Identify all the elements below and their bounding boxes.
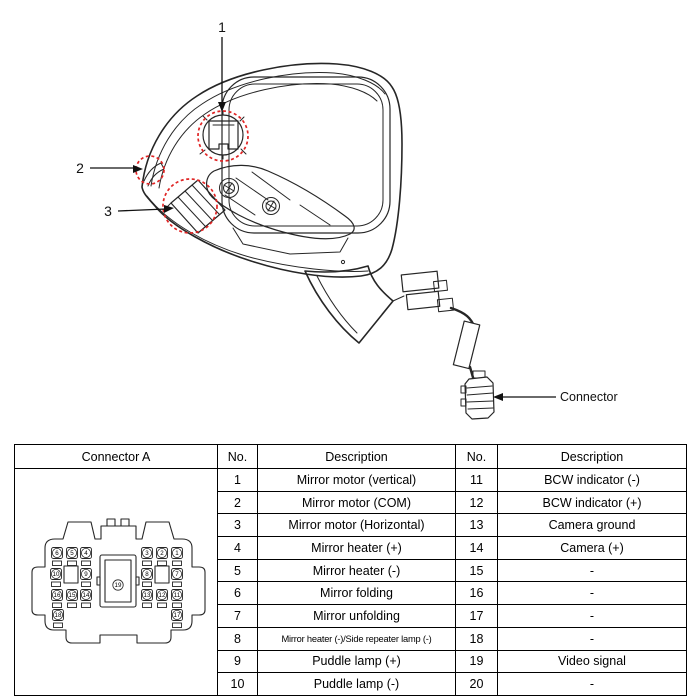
- pin-no: 13: [456, 514, 498, 537]
- svg-text:3: 3: [145, 550, 149, 558]
- col-header-desc-2: Description: [498, 445, 687, 469]
- pin-desc: Video signal: [498, 650, 687, 673]
- pin-14: [81, 590, 92, 608]
- connector-callout-label: Connector: [560, 390, 618, 404]
- table-header-row: [15, 445, 687, 469]
- pin-8: [142, 569, 153, 587]
- pin-desc: -: [498, 673, 687, 696]
- pin-desc: Mirror motor (vertical): [258, 469, 456, 492]
- pin-1: [172, 548, 183, 566]
- connector-pinout-diagram: [15, 469, 218, 686]
- svg-text:1: 1: [175, 550, 179, 558]
- pin-no: 17: [456, 605, 498, 628]
- pin-10: [51, 569, 62, 587]
- callout-2: [76, 160, 143, 176]
- pin-desc: -: [498, 559, 687, 582]
- pin-no: 9: [218, 650, 258, 673]
- wire-harness: [451, 308, 494, 419]
- pin-desc: Puddle lamp (-): [258, 673, 456, 696]
- callout-1: [218, 19, 226, 112]
- pin-desc: Mirror heater (+): [258, 537, 456, 560]
- callout-1-label: 1: [218, 19, 226, 35]
- pin-no: 1: [218, 469, 258, 492]
- svg-text:13: 13: [143, 592, 151, 600]
- pin-no: 14: [456, 537, 498, 560]
- svg-text:17: 17: [173, 612, 181, 620]
- pin-17: [172, 610, 183, 628]
- connector-callout: [493, 390, 618, 404]
- svg-text:12: 12: [158, 592, 166, 600]
- svg-text:2: 2: [160, 550, 164, 558]
- callout-2-label: 2: [76, 160, 84, 176]
- highlight-circle-1: [198, 111, 248, 161]
- pin-4: [81, 548, 92, 566]
- pin-no: 16: [456, 582, 498, 605]
- pin-desc: Puddle lamp (+): [258, 650, 456, 673]
- svg-text:14: 14: [82, 592, 90, 600]
- pin-no: 7: [218, 605, 258, 628]
- mirror-motor-part: [200, 111, 246, 159]
- pin-desc: Mirror motor (COM): [258, 491, 456, 514]
- pin-no: 3: [218, 514, 258, 537]
- pin-2: [157, 548, 168, 566]
- pin-desc: Mirror motor (Horizontal): [258, 514, 456, 537]
- harness-connector: [461, 371, 494, 419]
- connector-a-header: Connector A: [15, 445, 218, 469]
- pin-7: [172, 569, 183, 587]
- pin-13: [142, 590, 153, 608]
- connector-pin-table: [14, 444, 687, 696]
- svg-text:7: 7: [175, 571, 179, 579]
- pin-no: 15: [456, 559, 498, 582]
- pin-desc: Mirror unfolding: [258, 605, 456, 628]
- col-header-desc-1: Description: [258, 445, 456, 469]
- pin-desc: BCW indicator (+): [498, 491, 687, 514]
- pin-no: 4: [218, 537, 258, 560]
- pin-no: 2: [218, 491, 258, 514]
- svg-text:8: 8: [145, 571, 149, 579]
- pin-desc: -: [498, 582, 687, 605]
- svg-text:9: 9: [84, 571, 88, 579]
- svg-text:11: 11: [173, 592, 181, 600]
- pin-desc: -: [498, 627, 687, 650]
- pin-desc: Mirror folding: [258, 582, 456, 605]
- svg-text:6: 6: [55, 550, 59, 558]
- callout-3-label: 3: [104, 203, 112, 219]
- pin-desc: Mirror heater (-)/Side repeater lamp (-): [258, 627, 456, 650]
- pin-5: [67, 548, 78, 566]
- pin-9: [81, 569, 92, 587]
- pin-no: 6: [218, 582, 258, 605]
- center-pin-label: 19: [114, 582, 122, 590]
- pin-no: 19: [456, 650, 498, 673]
- svg-text:18: 18: [54, 612, 62, 620]
- pin-desc: BCW indicator (-): [498, 469, 687, 492]
- pin-no: 11: [456, 469, 498, 492]
- pin-no: 12: [456, 491, 498, 514]
- table-row: [15, 469, 687, 492]
- pin-18: [53, 610, 64, 628]
- svg-text:4: 4: [84, 550, 88, 558]
- pin-16: [52, 590, 63, 608]
- pin-6: [52, 548, 63, 566]
- pin-desc: Mirror heater (-): [258, 559, 456, 582]
- pin-no: 8: [218, 627, 258, 650]
- col-header-no-1: No.: [218, 445, 258, 469]
- pin-desc: Camera ground: [498, 514, 687, 537]
- bracket-arm: [207, 165, 355, 254]
- mirror-base-stalk: [305, 266, 454, 343]
- mirror-housing: [142, 64, 402, 278]
- pin-11: [172, 590, 183, 608]
- pin-no: 18: [456, 627, 498, 650]
- pin-15: [67, 590, 78, 608]
- pin-no: 10: [218, 673, 258, 696]
- pin-no: 5: [218, 559, 258, 582]
- svg-text:5: 5: [70, 550, 74, 558]
- svg-text:16: 16: [53, 592, 61, 600]
- connector-pinout-diagram-cell: [15, 469, 218, 696]
- svg-text:15: 15: [68, 592, 76, 600]
- svg-text:10: 10: [52, 571, 60, 579]
- pin-desc: Camera (+): [498, 537, 687, 560]
- pin-no: 20: [456, 673, 498, 696]
- col-header-no-2: No.: [456, 445, 498, 469]
- pin-desc: -: [498, 605, 687, 628]
- pin-12: [157, 590, 168, 608]
- pin-3: [142, 548, 153, 566]
